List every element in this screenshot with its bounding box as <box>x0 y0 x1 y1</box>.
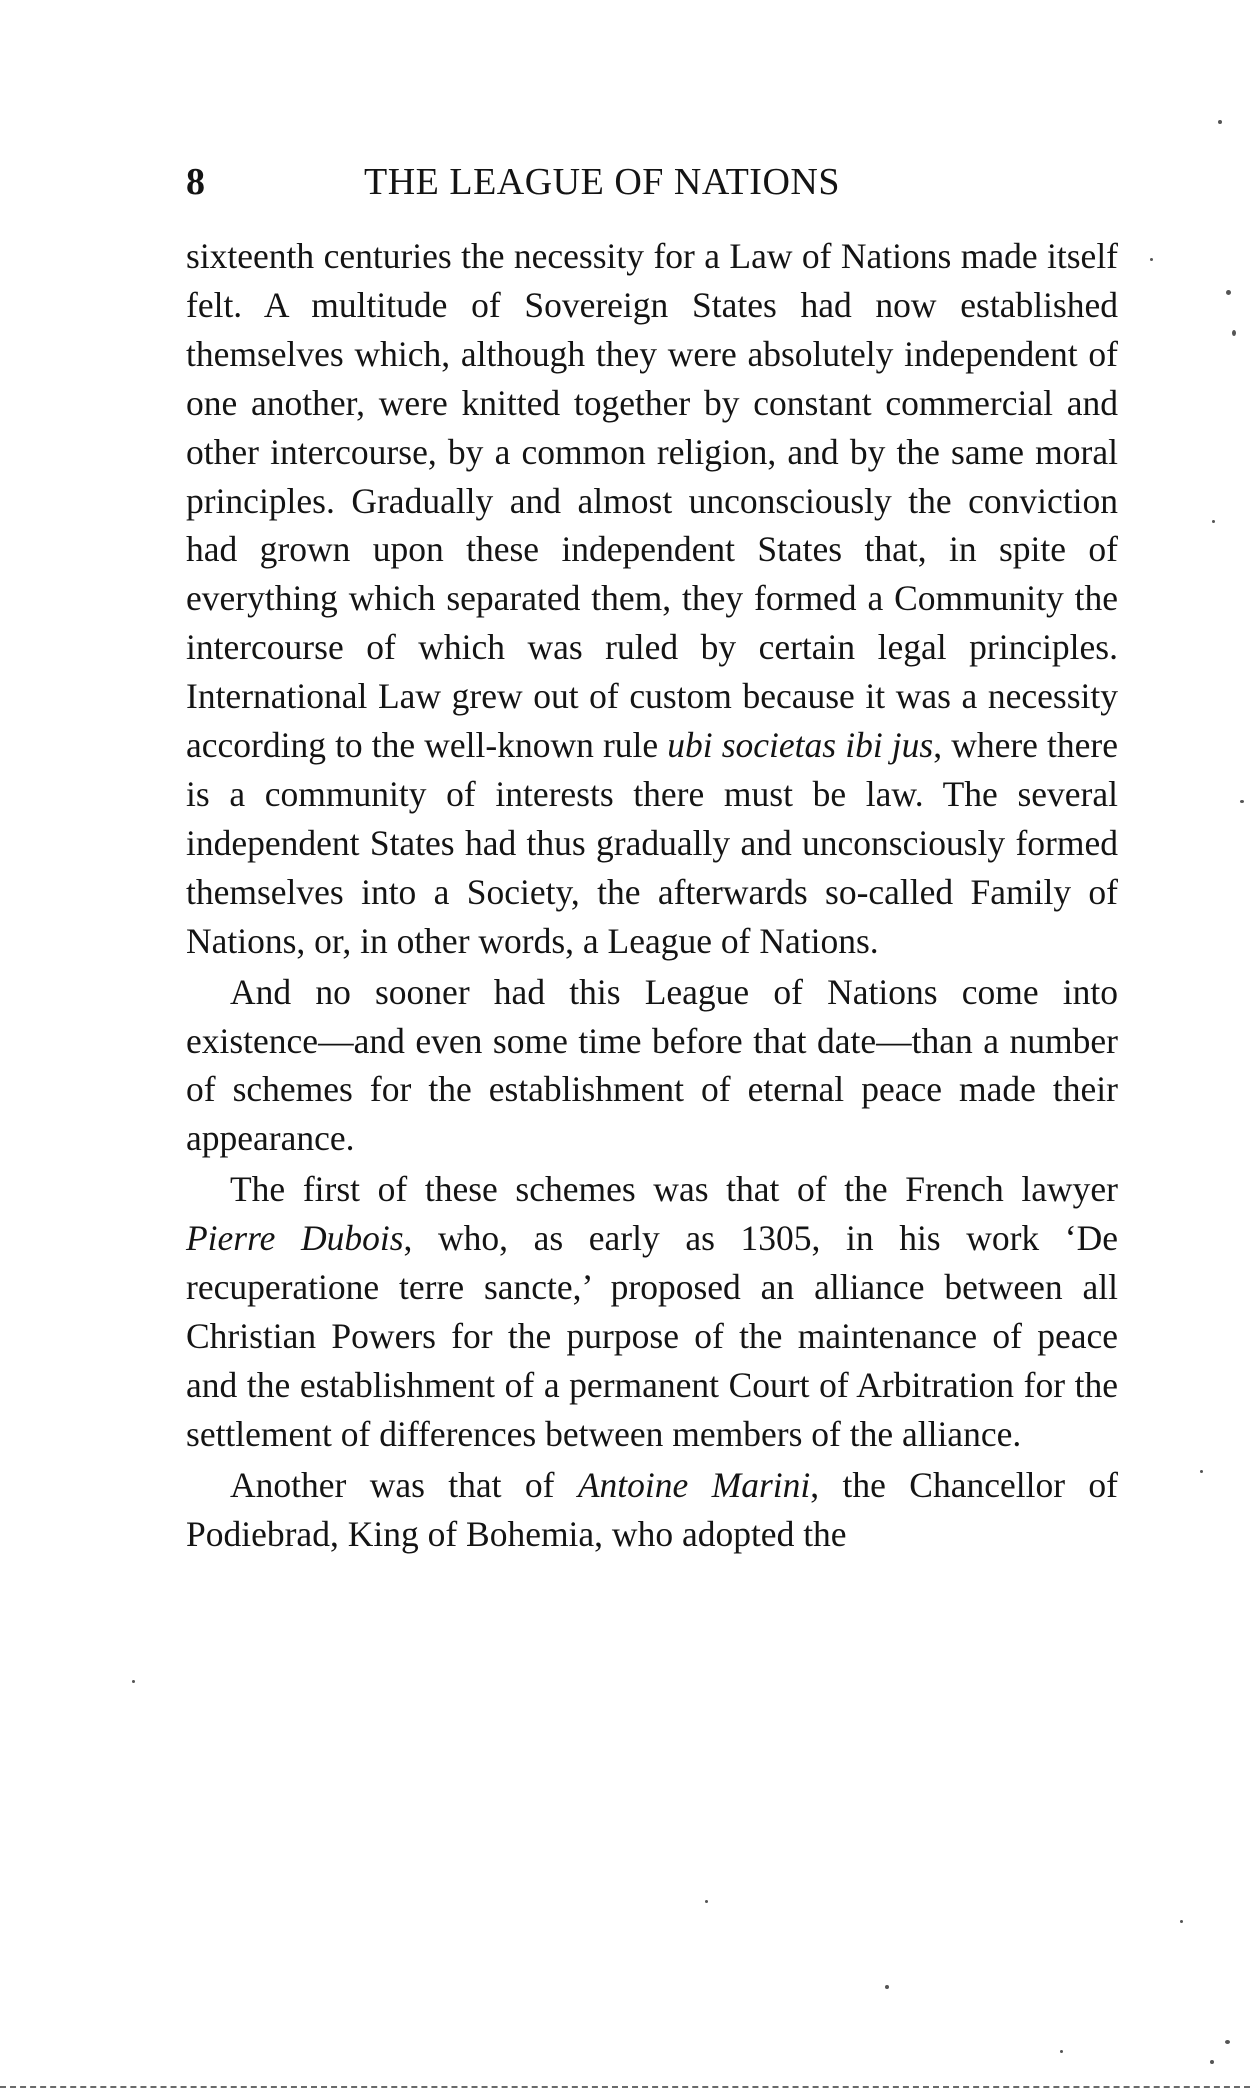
scan-speck <box>1218 120 1222 124</box>
text-run: The first of these schemes was that of the French lawyer <box>230 1169 1118 1210</box>
text-run: Another was that of <box>230 1464 578 1505</box>
person-name-dubois: Pierre Dubois <box>186 1218 404 1259</box>
scan-edge-rule <box>0 2086 1250 2088</box>
latin-maxim: ubi societas ibi jus <box>667 725 934 766</box>
scan-speck <box>705 1900 708 1903</box>
scan-speck <box>1180 1920 1183 1923</box>
scan-speck <box>132 1680 135 1683</box>
scan-speck <box>1060 2050 1063 2053</box>
page-number: 8 <box>186 161 206 203</box>
scan-speck <box>1210 2060 1214 2064</box>
paragraph-continuation <box>186 232 1118 966</box>
body-text <box>186 232 1118 1558</box>
text-run: , where there is a community of interests there must be law. The several independent States had thus gradually and unconsciously formed themselves into a Society, the afterwards so-called Family of Nations, or, in other words, a League of Nations. <box>186 725 1118 961</box>
scan-speck <box>1200 1470 1203 1473</box>
scan-speck <box>885 1985 889 1989</box>
scan-speck <box>1226 290 1231 295</box>
paragraph-dubois <box>186 1165 1118 1458</box>
scan-speck <box>1150 258 1153 261</box>
person-name-marini: Antoine Marini <box>577 1464 811 1505</box>
running-title: THE LEAGUE OF NATIONS <box>364 161 840 203</box>
running-head <box>186 160 1116 210</box>
text-run: sixteenth centuries the necessity for a Law of Nations made itself felt. A multitude of Sovereign States had now established themselves which, although they were absolutely independent of one another, were knitted together by constant commercial and other intercourse, by a common religion, and by the same moral principles. Gradually and almost unconsciously the conviction had grown upon these independent States that, in spite of everything which separated them, they formed a Community the intercourse of which was ruled by certain legal principles. International Law grew out of custom because it was a necessity according to the well-known rule <box>186 236 1118 766</box>
text-run: , who, as early as 1305, in his work ‘De recuperatione terre sancte,’ proposed an alliance between all Christian Powers for the purpose of the maintenance of peace and the establishment of a permanent Court of Arbitration for the settlement of differences between members of the alliance. <box>186 1218 1118 1454</box>
paragraph-peace-schemes <box>186 968 1118 1164</box>
text-run: And no sooner had this League of Nations come into existence—and even some time before that date—than a number of schemes for the establishment of eternal peace made their appearance. <box>186 971 1118 1159</box>
paragraph-marini <box>186 1461 1118 1559</box>
text-run: , the Chancellor of Podiebrad, King of Bohemia, who adopted the <box>186 1464 1119 1554</box>
scan-speck <box>1212 520 1215 523</box>
scan-speck <box>1240 800 1244 803</box>
scan-speck <box>1232 330 1236 336</box>
scan-speck <box>1225 2040 1230 2044</box>
